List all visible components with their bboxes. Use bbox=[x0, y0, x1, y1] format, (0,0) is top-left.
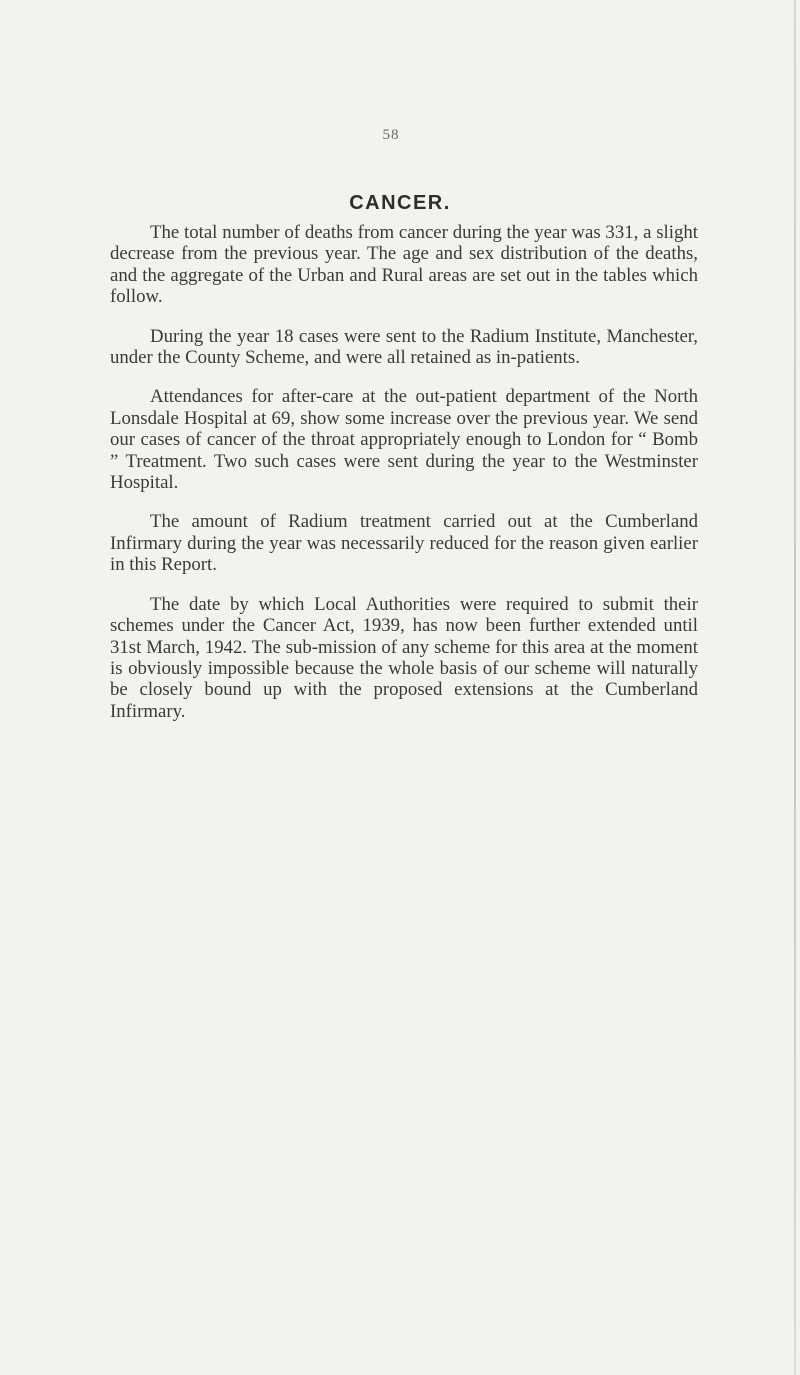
body-text bbox=[110, 222, 698, 740]
paragraph: The total number of deaths from cancer during the year was 331, a slight decrease from the previous year. The age and sex distribution of the deaths, and the aggregate of the Urban and Rural areas are set out in the tables which follow. bbox=[110, 222, 698, 308]
page-number: 58 bbox=[382, 127, 400, 143]
paragraph: The amount of Radium treatment carried out at the Cumberland Infirmary during the year was necessarily reduced for the reason given earlier in this Report. bbox=[110, 511, 698, 576]
paragraph: Attendances for after-care at the out-patient department of the North Lonsdale Hospital at 69, show some increase over the previous year. We send our cases of cancer of the throat appropriately enough to London for “ Bomb ” Treatment. Two such cases were sent during the year to the Westminster Hospital. bbox=[110, 386, 698, 494]
section-heading: CANCER. bbox=[349, 192, 451, 214]
paragraph: The date by which Local Authorities were required to submit their schemes under the Cancer Act, 1939, has now been further extended until 31st March, 1942. The sub-mission of any scheme for this area at the moment is obviously impossible because the whole basis of our scheme will naturally be closely bound up with the proposed extensions at the Cumberland Infirmary. bbox=[110, 593, 698, 722]
paragraph: During the year 18 cases were sent to the Radium Institute, Manchester, under the County Scheme, and were all retained as in-patients. bbox=[110, 325, 698, 369]
